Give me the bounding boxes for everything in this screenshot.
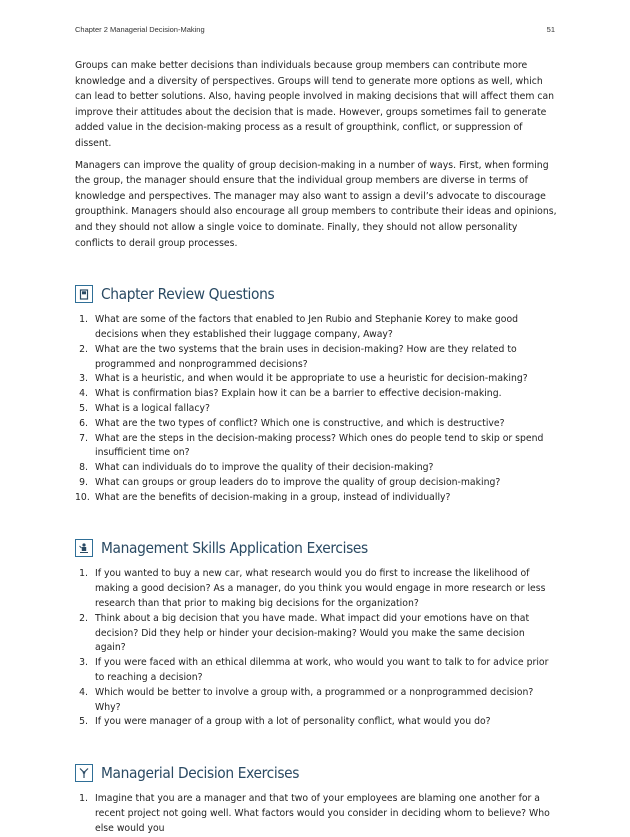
list-item (75, 313, 557, 343)
item-number: 4. (79, 388, 88, 400)
page-content (75, 58, 557, 837)
item-number: 2. (79, 343, 88, 355)
item-number: 7. (79, 432, 88, 444)
list-item (75, 792, 557, 836)
list-item (75, 372, 557, 387)
list-item (75, 476, 557, 491)
list-item (75, 491, 557, 506)
section-title: Chapter Review Questions (101, 285, 275, 304)
list-item (75, 343, 557, 373)
item-text: What are some of the factors that enabled to Jen Rubio and Stephanie Korey to make good decisions when they established their luggage company, Away? (95, 314, 519, 340)
item-number: 4. (79, 686, 88, 698)
paragraph: Groups can make better decisions than individuals because group members can contribute more knowledge and a diversity of perspectives. Groups will tend to generate more options as well, which can lead to better solutions. Also, having people involved in making decisions that will affect them can improve their attitudes about the decision that is made. However, groups sometimes fail to generate added value in the decision-making process as a result of groupthink, conflict, or suppression of dissent. (75, 60, 555, 149)
running-header (75, 25, 555, 37)
exercise-list (75, 792, 557, 836)
item-number: 1. (79, 568, 88, 580)
presenter-icon (75, 539, 93, 557)
item-text: Think about a big decision that you have made. What impact did your emotions have on that decision? Did they help or hinder your decision-making? Would you make the same decision again? (95, 612, 530, 654)
item-text: What are the two systems that the brain uses in decision-making? How are they related to programmed and nonprogrammed decisions? (95, 343, 517, 370)
item-text: What is a heuristic, and when would it be appropriate to use a heuristic for decision-making? (95, 373, 528, 385)
item-number: 5. (79, 716, 88, 728)
paragraph: Managers can improve the quality of group decision-making in a number of ways. First, when forming the group, the manager should ensure that the individual group members are diverse in terms of knowledge and perspectives. The manager may also want to assign a devil’s advocate to discourage groupthink. Managers should also encourage all group members to contribute their ideas and opinions, and they should not allow a single voice to dominate. Finally, they should not allow personality conflicts to derail group processes. (75, 159, 557, 249)
exercise-list (75, 567, 557, 730)
list-item (75, 686, 557, 716)
list-item (75, 417, 557, 432)
item-text: What are the two types of conflict? Which one is constructive, and which is destructive? (95, 417, 505, 429)
section-heading (75, 281, 557, 307)
page-number: 51 (546, 25, 555, 34)
managerial-decision-section (75, 760, 557, 836)
list-item (75, 612, 557, 656)
item-text: What are the benefits of decision-making in a group, instead of individually? (95, 491, 451, 503)
item-number: 1. (79, 314, 88, 326)
item-number: 6. (79, 417, 88, 429)
list-item (75, 387, 557, 402)
list-item (75, 432, 557, 462)
section-heading (75, 760, 557, 786)
item-number: 9. (79, 476, 88, 488)
decision-tree-icon (75, 764, 93, 782)
item-number: 1. (79, 793, 88, 805)
management-skills-section (75, 535, 557, 730)
item-text: If you were manager of a group with a lot of personality conflict, what would you do? (95, 716, 491, 728)
item-number: 3. (79, 373, 88, 385)
book-icon (75, 285, 93, 303)
item-number: 10. (75, 491, 90, 503)
item-number: 3. (79, 657, 88, 669)
item-text: What are the steps in the decision-making process? Which ones do people tend to skip or spend insufficient time on? (95, 432, 544, 459)
list-item (75, 567, 557, 611)
item-text: Imagine that you are a manager and that two of your employees are blaming one another for a recent project not going well. What factors would you consider in deciding whom to believe? Who else would you (95, 793, 550, 834)
item-text: What can individuals do to improve the quality of their decision-making? (95, 462, 434, 474)
section-title: Management Skills Application Exercises (101, 539, 368, 558)
chapter-title: Chapter 2 Managerial Decision-Making (75, 25, 205, 34)
question-list (75, 313, 557, 505)
section-title: Managerial Decision Exercises (101, 764, 300, 783)
item-text: What is confirmation bias? Explain how it can be a barrier to effective decision-making. (95, 388, 502, 400)
item-number: 8. (79, 462, 88, 474)
list-item (75, 461, 557, 476)
item-text: What is a logical fallacy? (95, 402, 210, 414)
item-number: 5. (79, 402, 88, 414)
list-item (75, 715, 557, 730)
list-item (75, 656, 557, 686)
chapter-review-questions-section (75, 281, 557, 505)
list-item (75, 402, 557, 417)
item-text: If you were faced with an ethical dilemma at work, who would you want to talk to for advice prior to reaching a decision? (95, 657, 549, 684)
section-heading (75, 535, 557, 561)
item-text: Which would be better to involve a group with, a programmed or a nonprogrammed decision? Why? (95, 686, 534, 713)
item-number: 2. (79, 612, 88, 624)
item-text: What can groups or group leaders do to improve the quality of group decision-making? (95, 476, 501, 488)
item-text: If you wanted to buy a new car, what research would you do first to increase the likelihood of making a good decision? As a manager, do you think you would engage in more research or less research than that prior to making big decisions for the organization? (95, 568, 546, 610)
